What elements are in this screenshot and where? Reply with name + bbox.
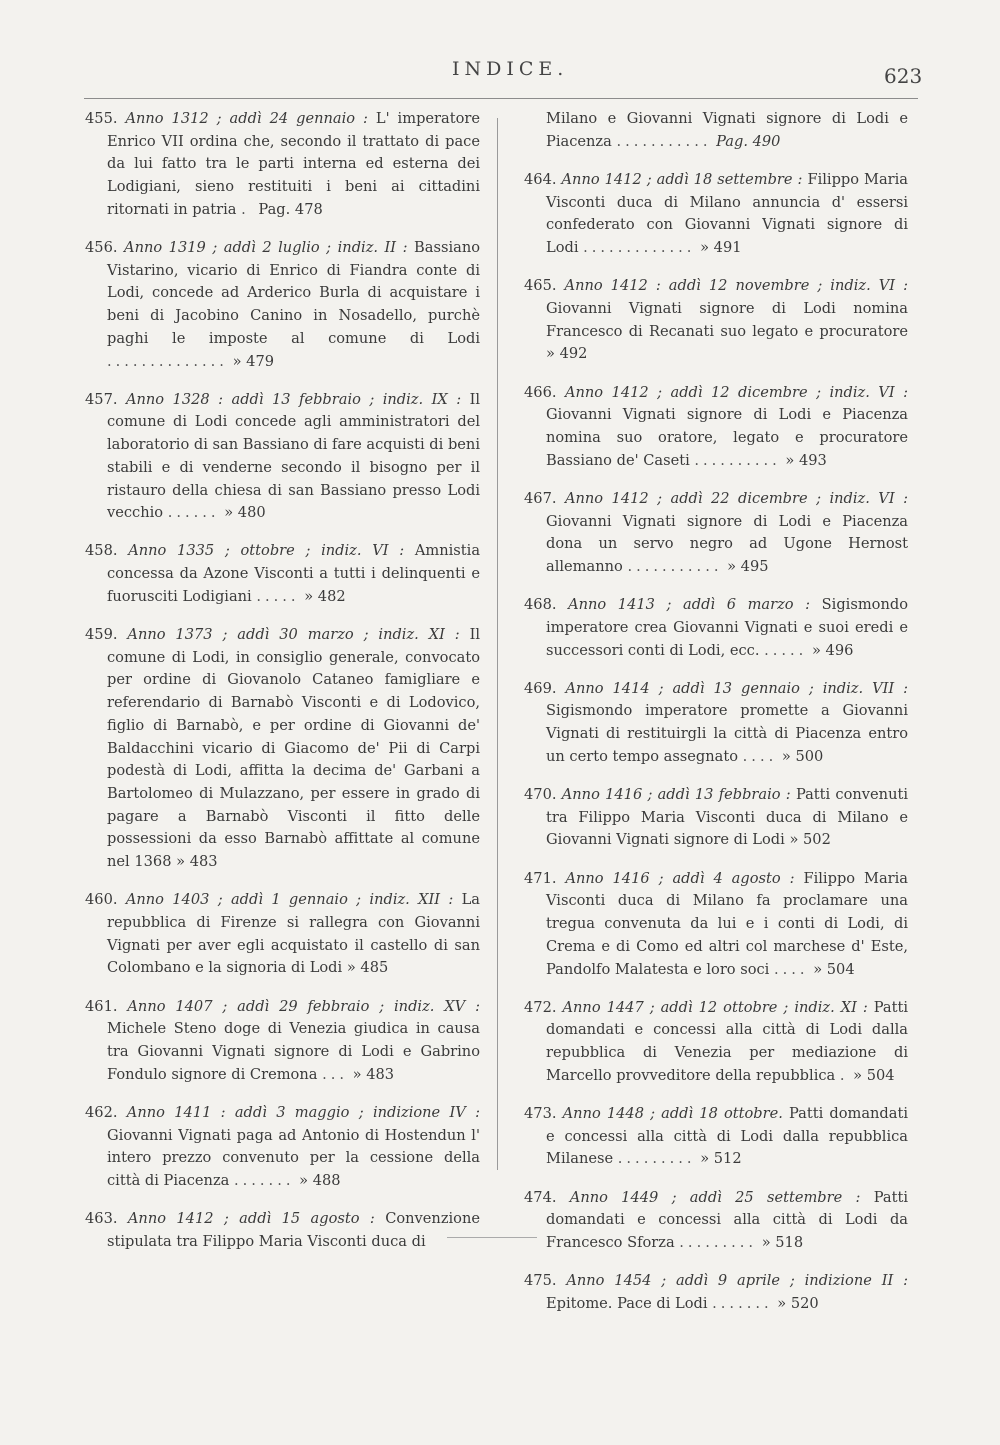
entry-number: 463. [85,1210,118,1228]
entry-date: Anno 1412 ; addì 12 dicembre ; indiz. VI : [564,383,908,401]
entry-text: Bassiano Vistarino, vicario di Enrico di Fiandra conte di Lodi, concede ad Arderico Burla di acquistare i beni di Jacobino Canino in Nosadello, purchè paghi le imposte al comune di Lodi [107,239,481,347]
entry-page-ref: » 483 [176,853,218,871]
entry-page-ref: » 504 [813,960,855,978]
entry-text: Il comune di Lodi concede agli amministratori del laboratorio di san Bassiano di fare acquisti di beni stabili e di venderne secondo il bisogno per il ristauro della chiesa di san Bassiano presso Lodi vecchio [107,390,481,522]
entry-page-ref: » 496 [811,641,854,659]
entry-page-ref: » 482 [304,587,346,605]
entry-page-ref: » 520 [777,1294,819,1312]
index-entry [524,169,908,260]
entry-date: Anno 1319 ; addì 2 luglio ; indiz. II : [124,239,408,257]
column-divider [497,118,498,1170]
entry-date: Anno 1416 ; addì 13 febbraio : [561,786,791,804]
index-entry [524,1270,908,1315]
entry-date: Anno 1373 ; addì 30 marzo ; indiz. XI : [127,626,460,644]
entry-date: Anno 1407 ; addì 29 febbraio ; indiz. XV : [127,997,480,1015]
entry-page-ref: » 500 [781,747,824,765]
index-entry [85,1208,480,1253]
entry-number: 462. [85,1103,118,1121]
index-entry [524,1187,908,1255]
index-entry [85,108,480,222]
entry-page-ref: Pag. 478 [258,200,323,218]
entry-text: Milano e Giovanni Vignati signore di Lodi e Piacenza [546,110,908,150]
entry-page-ref: » 502 [789,831,831,849]
entry-leader-dots: .... [773,960,809,978]
entry-number: 460. [85,891,118,909]
entry-number: 471. [524,869,557,887]
entry-text: Patti domandati e concessi alla città di Lodi da Francesco Sforza [546,1188,908,1252]
entry-number: 467. [524,489,557,507]
entry-date: Anno 1411 : addì 3 maggio ; indizione IV : [126,1103,480,1121]
index-entry [524,275,908,366]
page-number: 623 [884,64,923,88]
entry-leader-dots: ..... [764,641,808,659]
entry-page-ref: » 479 [232,352,275,370]
entry-number: 458. [85,542,118,560]
entry-text: Giovanni Vignati paga ad Antonio di Hostendun l' intero prezzo convenuto per la cessione della città di Piacenza [107,1126,480,1190]
index-entry [85,237,480,373]
entry-leader-dots: . [241,200,259,218]
entry-text: Giovanni Vignati signore di Lodi e Piacenza dona un servo negro ad Ugone Hernost allemanno [546,512,908,575]
entry-number: 456. [85,239,118,257]
entry-number: 472. [524,998,557,1016]
entry-date: Anno 1454 ; addì 9 aprile ; indizione II : [566,1272,909,1290]
entry-page-ref: » 491 [700,239,742,257]
entry-text: Sigismondo imperatore crea Giovanni Vignati e suoi eredi e successori conti di Lodi, ecc. [546,596,908,659]
entry-number: 464. [524,170,557,188]
index-entry [85,540,480,608]
entry-leader-dots: ........... [627,557,723,575]
index-entry [85,389,480,525]
index-entry-continuation [524,108,908,153]
entry-leader-dots: ............. [583,239,696,257]
entry-leader-dots: .............. [107,352,228,370]
entry-number: 457. [85,390,118,408]
entry-number: 474. [524,1188,557,1206]
entry-date: Anno 1447 ; addì 12 ottobre ; indiz. XI : [562,998,868,1016]
entry-date: Anno 1403 ; addì 1 gennaio ; indiz. XII : [125,891,454,909]
entry-text: Il comune di Lodi, in consiglio generale, convocato per ordine di Giovanolo Cataneo famigliare e referendario di Barnabò Visconti e di Lodovico, figlio di Barnabò, e per ordine di Giovanni de' Baldacchini vicario di Giacomo de' Pii di Carpi podestà di Lodi, affitta la decima de' Garbani a Bartolomeo di Mulazzano, per essere in grado di pagare a Barnabò Visconti il fitto delle possessioni da esso Barnabò affittate al comune nel 1368 [107,626,481,871]
entry-date: Anno 1412 ; addì 18 settembre : [561,170,803,188]
entry-number: 475. [524,1272,557,1290]
entry-text: Filippo Maria Visconti duca di Milano fa proclamare una tregua convenuta da lui e i conti di Lodi, di Crema e di Como ed altri col marchese d' Este, Pandolfo Malatesta e loro soci [546,869,908,978]
index-entry [524,488,908,579]
entry-page-ref: » 492 [546,345,588,363]
index-entry [524,1103,908,1171]
entry-text: La repubblica di Firenze si rallegra con Giovanni Vignati per aver egli acquistato il castello di san Colombano e la signoria di Lodi [107,891,481,977]
entry-page-ref: » 488 [299,1172,341,1190]
entry-leader-dots: ..... [256,587,300,605]
entry-leader-dots: .......... [694,451,781,469]
page-header-title: INDICE. [452,58,569,80]
entry-date: Anno 1448 ; addì 18 ottobre. [562,1105,783,1123]
entry-leader-dots: . [839,1066,849,1084]
index-entry [524,784,908,852]
entry-date: Anno 1412 : addì 12 novembre ; indiz. VI : [564,277,908,295]
entry-date: Anno 1412 ; addì 22 dicembre ; indiz. VI : [564,489,908,507]
entry-number: 461. [85,997,118,1015]
index-entry [524,594,908,662]
entry-page-ref: Pag. 490 [716,132,781,150]
entry-text: Patti convenuti tra Filippo Maria Visconti duca di Milano e Giovanni Vignati signore di Lodi [546,786,908,849]
entry-date: Anno 1416 ; addì 4 agosto : [565,869,795,887]
index-entry [524,868,908,982]
entry-date: Anno 1312 ; addì 24 gennaio : [125,110,368,127]
entry-leader-dots: ... [322,1065,348,1083]
index-entry [524,382,908,473]
index-entry [85,624,480,874]
entry-text: L' imperatore Enrico VII ordina che, secondo il trattato di pace da lui fatto tra le parti interna ed esterna dei Lodigiani, sieno restituiti i beni ai cittadini ritornati in patria [107,110,480,218]
entry-date: Anno 1414 ; addì 13 gennaio ; indiz. VII : [565,679,908,697]
entry-page-ref: » 495 [727,557,769,575]
entry-text: Giovanni Vignati signore di Lodi e Piacenza nomina suo oratore, legato e procuratore Bassiano de' Caseti [546,406,908,469]
entry-leader-dots: ...... [167,504,220,522]
index-entry [524,678,908,769]
entry-text: Sigismondo imperatore promette a Giovanni Vignati di restituirgli la città di Piacenza entro un certo tempo assegnato [546,702,908,765]
entry-text: Giovanni Vignati signore di Lodi nomina Francesco di Recanati suo legato e procuratore [546,299,908,340]
entry-number: 465. [524,277,557,295]
index-entry [85,1102,480,1193]
entry-number: 470. [524,786,557,804]
entry-leader-dots: ........... [616,132,712,150]
entry-leader-dots: ....... [712,1294,773,1312]
index-entry [85,889,480,980]
entry-text: Patti domandati e concessi alla città di Lodi dalla repubblica Milanese [546,1105,909,1168]
entry-text: Epitome. Pace di Lodi [546,1294,708,1312]
entry-leader-dots: ....... [234,1172,295,1190]
entry-date: Anno 1412 ; addì 15 agosto : [127,1210,375,1228]
entry-leader-dots: ......... [679,1234,758,1252]
entry-page-ref: » 485 [346,959,389,977]
entry-text: Convenzione stipulata tra Filippo Maria Visconti duca di [107,1210,480,1250]
entry-number: 468. [524,596,557,614]
entry-number: 455. [85,110,118,127]
entry-page-ref: » 483 [352,1065,395,1083]
entry-text: Patti domandati e concessi alla città di Lodi dalla repubblica di Venezia per mediazione di Marcello provveditore della repubblica [546,998,909,1084]
entry-text: Michele Steno doge di Venezia giudica in causa tra Giovanni Vignati signore di Lodi e Gabrino Fondulo signore di Cremona [107,1020,480,1083]
entry-page-ref: » 493 [785,451,827,469]
entry-date: Anno 1413 ; addì 6 marzo : [568,596,811,614]
entry-text: Amnistia concessa da Azone Visconti a tutti i delinquenti e fuorusciti Lodigiani [107,542,481,605]
right-column [524,108,908,1331]
entry-text: Filippo Maria Visconti duca di Milano annuncia d' essersi confederato con Giovanni Vignati signore di Lodi [546,170,909,257]
entry-page-ref: » 512 [700,1150,742,1168]
entry-date: Anno 1449 ; addì 25 settembre : [569,1188,861,1206]
entry-page-ref: » 518 [761,1234,804,1252]
entry-page-ref: » 504 [853,1066,895,1084]
entry-leader-dots: ......... [617,1150,696,1168]
index-entry [524,997,908,1088]
index-entry [85,996,480,1087]
entry-leader-dots: .... [742,747,778,765]
entry-date: Anno 1335 ; ottobre ; indiz. VI : [128,542,405,560]
entry-number: 473. [524,1105,557,1123]
entry-number: 466. [524,383,557,401]
entry-page-ref: » 480 [224,504,266,522]
entry-number: 469. [524,679,557,697]
entry-number: 459. [85,626,118,644]
header-rule [84,98,918,99]
left-column [85,108,480,1269]
entry-date: Anno 1328 : addì 13 febbraio ; indiz. IX : [125,390,462,408]
